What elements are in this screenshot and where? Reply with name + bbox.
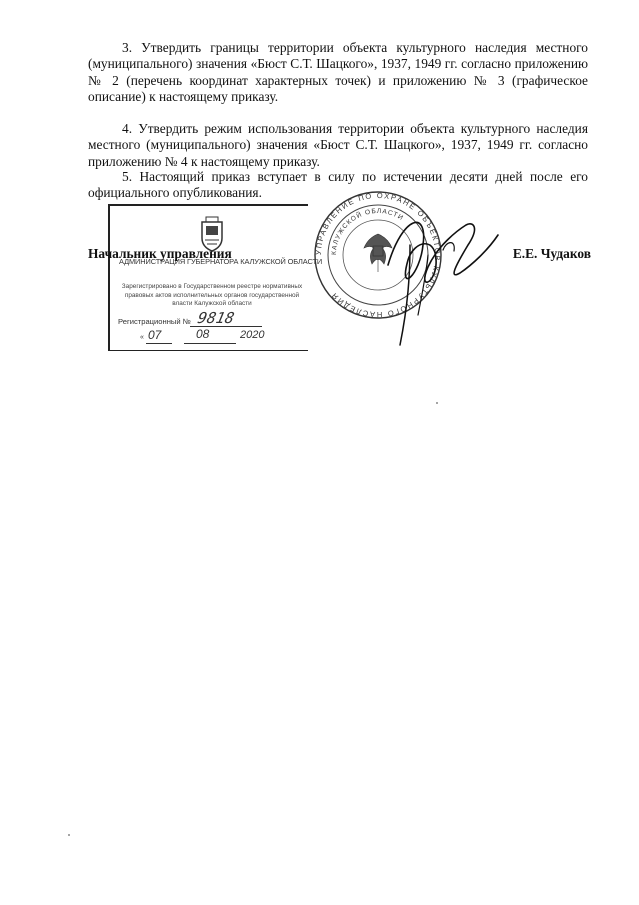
date-quote: « [140,334,144,341]
registration-year: 2020 [240,329,265,341]
registration-admin-title: АДМИНИСТРАЦИЯ ГУБЕРНАТОРА КАЛУЖСКОЙ ОБЛАСТИ [119,257,323,266]
signature-title: Начальник управления [88,246,232,261]
signature-name: Е.Е. Чудаков [512,246,591,261]
seal-outer-text: УПРАВЛЕНИЕ ПО ОХРАНЕ ОБЪЕКТОВ КУЛЬТУРНОГО НАСЛЕДИЯ [313,190,443,320]
paragraph-3: 3. Утвердить границы территории объекта культурного наследия местного (муниципального) значения «Бюст С.Т. Шацкого», 1937, 1949 гг. согласно приложению № 2 (перечень координат характерных точек) и приложению № 3 (графическое описание) к настоящему приказу. [88,40,588,105]
registration-day: 07 [148,328,162,342]
paragraph-5: 5. Настоящий приказ вступает в силу по истечении десяти дней после его официального опубликования. [88,169,588,201]
registration-stamp [108,204,323,351]
month-underline [184,343,236,344]
paragraph-4: 4. Утвердить режим использования территории объекта культурного наследия местного (муниципального) значения «Бюст С.Т. Шацкого», 1937, 1949 гг. согласно приложению № 4 к настоящему приказу. [88,121,588,169]
registration-number: 9818 [196,309,237,327]
scan-speck [436,402,438,404]
registration-text: Зарегистрировано в Государственном реестре нормативных правовых актов исполнительных органов государственной власти Калужской области [121,283,303,308]
registration-number-label: Регистрационный № [118,317,191,326]
scan-speck [68,834,70,836]
handwritten-signature-icon [348,205,518,355]
seal-inner-text: КАЛУЖСКОЙ ОБЛАСТИ [330,207,405,256]
registration-month: 08 [196,327,210,341]
day-underline [146,343,172,344]
